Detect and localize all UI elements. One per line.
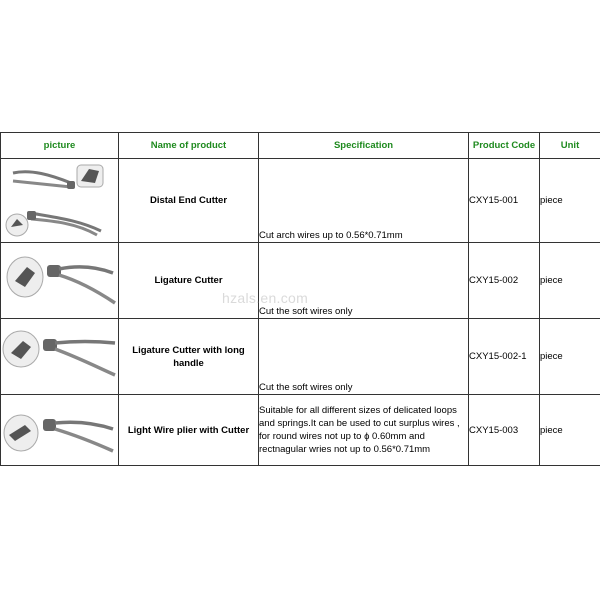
header-unit: Unit (540, 133, 600, 159)
product-code: CXY15-003 (469, 395, 540, 466)
header-name: Name of product (119, 133, 259, 159)
header-product-code: Product Code (469, 133, 540, 159)
product-unit: piece (540, 319, 600, 395)
product-code: CXY15-002-1 (469, 319, 540, 395)
product-code: CXY15-001 (469, 159, 540, 243)
picture-cell (1, 319, 119, 395)
table-row (1, 159, 600, 243)
light-wire-plier-icon (1, 395, 118, 465)
product-unit: piece (540, 243, 600, 319)
table-row (1, 319, 600, 395)
product-name: Ligature Cutter (119, 243, 259, 319)
distal-end-cutter-pliers-icon (1, 159, 118, 242)
header-specification: Specification (259, 133, 469, 159)
header-row (1, 133, 600, 159)
picture-cell (1, 159, 119, 243)
product-spec: Cut the soft wires only (259, 243, 469, 319)
table-row (1, 243, 600, 319)
product-name: Light Wire plier with Cutter (119, 395, 259, 466)
product-name: Distal End Cutter (119, 159, 259, 243)
product-unit: piece (540, 159, 600, 243)
table-row (1, 395, 600, 466)
product-unit: piece (540, 395, 600, 466)
product-spec: Cut arch wires up to 0.56*0.71mm (259, 159, 469, 243)
product-spec: Suitable for all different sizes of delicated loops and springs.It can be used to cut surplus wires , for round wires not up to ϕ 0.60mm and rectnagular wries not up to 0.56*0.71mm (259, 395, 469, 466)
watermark: hzals.en.com (222, 290, 309, 306)
ligature-cutter-long-handle-pliers-icon (1, 319, 118, 394)
product-spec: Cut the soft wires only (259, 319, 469, 395)
product-name: Ligature Cutter with long handle (119, 319, 259, 395)
picture-cell (1, 243, 119, 319)
ligature-cutter-pliers-icon (1, 243, 118, 318)
header-picture: picture (1, 133, 119, 159)
picture-cell (1, 395, 119, 466)
product-code: CXY15-002 (469, 243, 540, 319)
